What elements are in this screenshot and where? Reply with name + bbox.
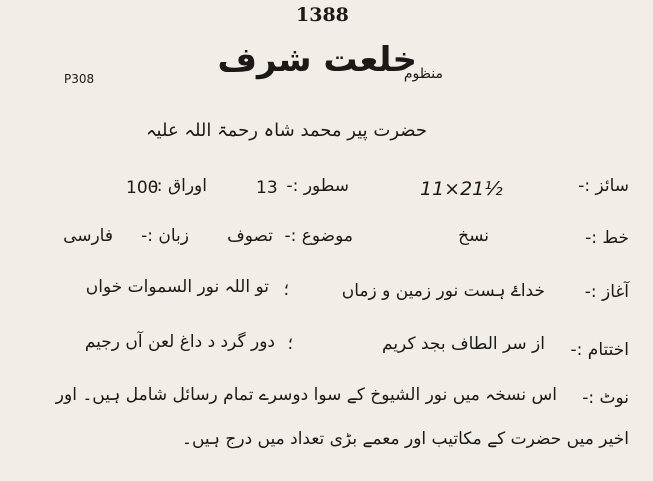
author-line: حضرت پیر محمد شاہ رحمۃ اللہ علیہ <box>146 120 427 141</box>
ending-text-1: از سر الطاف بجد کریم <box>382 334 545 354</box>
ending-label: اختتام :- <box>570 340 629 360</box>
subject-label: موضوع :- <box>284 226 353 246</box>
ending-text-2: دور گرد د داغ لعن آں رجیم <box>84 332 275 352</box>
opening-text-1: خداۓ ہست نور زمین و زماں <box>341 281 545 301</box>
leaves-label: اوراق :- <box>150 176 207 196</box>
size-value: 11×21½ <box>420 178 503 200</box>
note-line-1: اس نسخہ میں نور الشیوخ کے سوا دوسرے تمام رسائل شامل ہیں۔ اور <box>55 385 557 405</box>
reference-code: P308 <box>64 72 95 86</box>
page-number: 1388 <box>296 4 349 26</box>
script-label: خط :- <box>585 228 629 248</box>
note-label: نوٹ :- <box>582 388 629 408</box>
lines-value: 13 <box>256 178 278 198</box>
script-value: نسخ <box>458 226 489 246</box>
title-subtitle: منظوم <box>403 66 443 82</box>
note-line-2: اخیر میں حضرت کے مکاتیب اور معمے بڑی تعداد میں درج ہیں۔ <box>181 429 629 449</box>
manuscript-title: خلعت شرف <box>217 40 417 80</box>
language-label: زبان :- <box>141 226 189 246</box>
leaves-value: 100 <box>126 178 159 198</box>
opening-label: آغاز :- <box>584 282 629 302</box>
subject-value: تصوف <box>227 226 273 246</box>
size-label: سائز :- <box>578 176 629 196</box>
separator: ؛ <box>287 334 293 354</box>
language-value: فارسی <box>63 226 113 246</box>
separator: ؛ <box>283 280 289 300</box>
lines-label: سطور :- <box>286 176 349 196</box>
opening-text-2: تو اللہ نور السموات خواں <box>85 277 269 297</box>
